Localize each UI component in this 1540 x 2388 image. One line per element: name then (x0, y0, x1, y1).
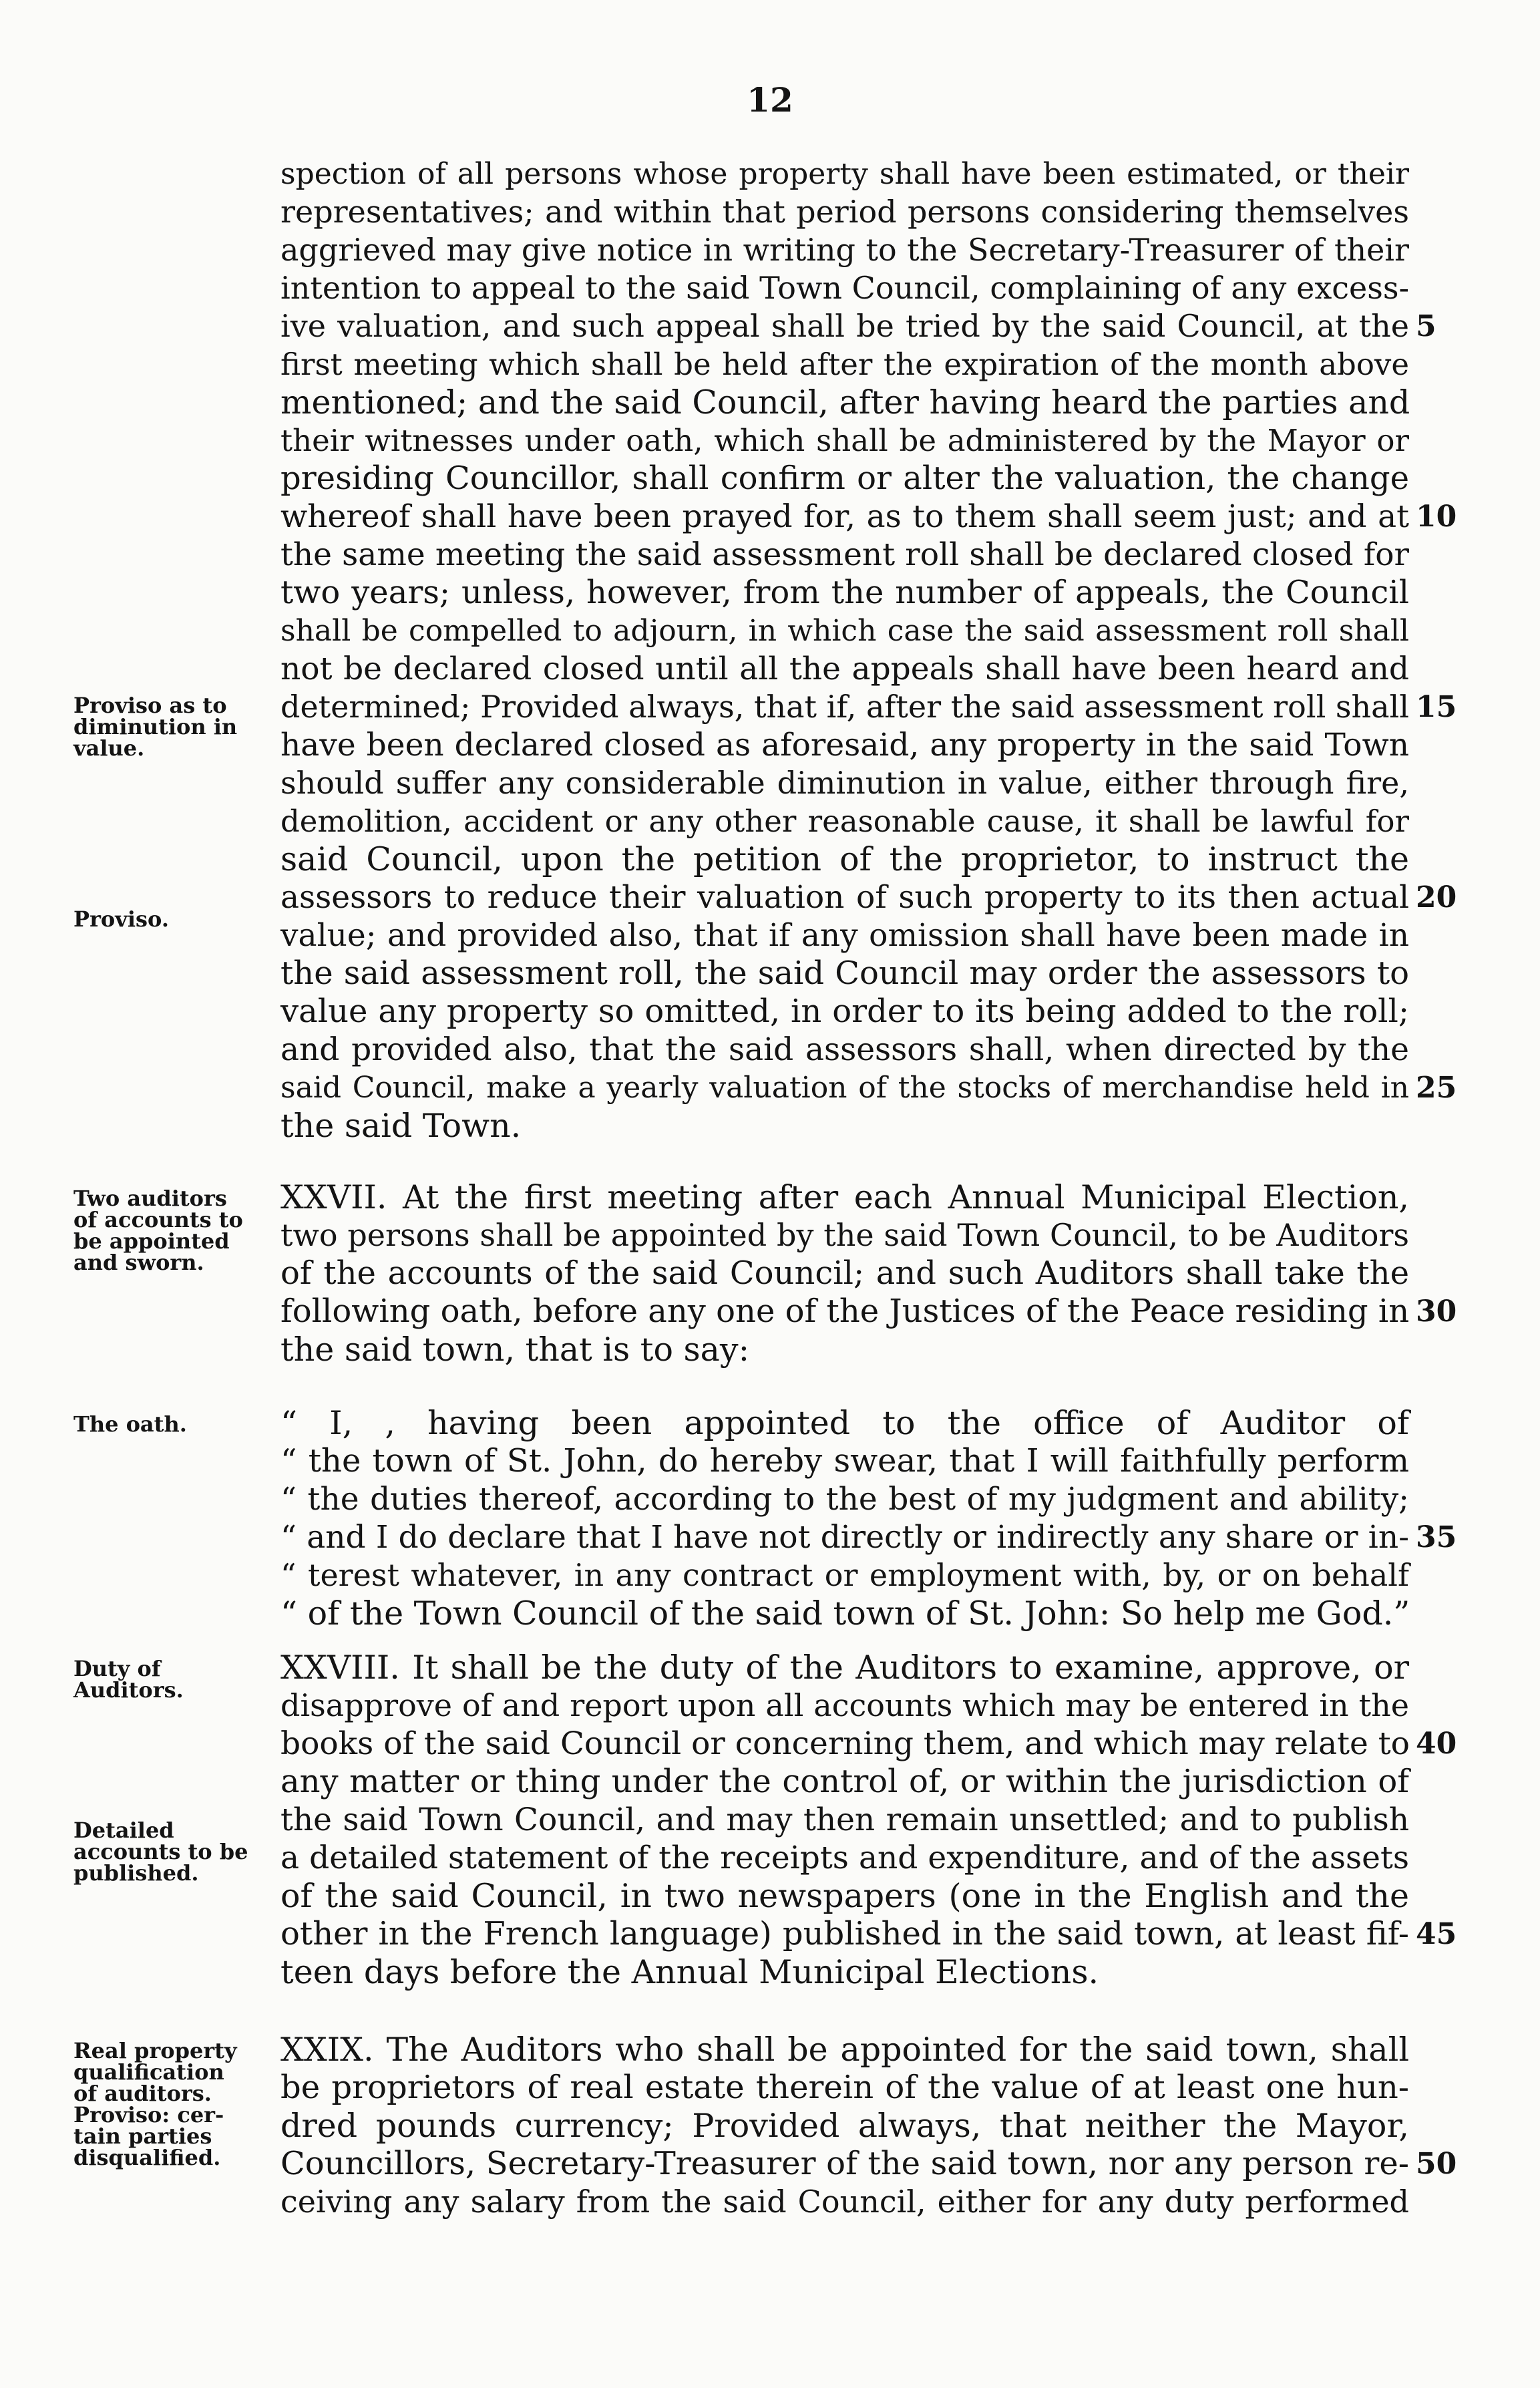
line-number: 5 (1416, 309, 1436, 343)
text-line: first meeting which shall be held after the expiration of the month above (280, 347, 1409, 382)
margin-note-line: disqualified. (73, 2145, 221, 2170)
text-line: determined; Provided always, that if, after the said assessment roll shall (280, 689, 1409, 725)
text-line: “ of the Town Council of the said town of St. John: So help me God.” (280, 1594, 1410, 1633)
text-line: “ and I do declare that I have not directly or indirectly any share or in- (280, 1519, 1409, 1556)
text-line: be proprietors of real estate therein of the value of at least one hun- (280, 2069, 1409, 2106)
text-line: aggrieved may give notice in writing to the Secretary-Treasurer of their (280, 232, 1409, 268)
text-line: XXVIII. It shall be the duty of the Auditors to examine, approve, or (280, 1649, 1409, 1687)
text-line: demolition, accident or any other reasonable cause, it shall be lawful for (280, 804, 1409, 839)
text-line: whereof shall have been prayed for, as to them shall seem just; and at (280, 498, 1409, 535)
margin-note-proviso (73, 908, 274, 930)
margin-note-detailed-accounts (73, 1820, 274, 1884)
text-line: XXIX. The Auditors who shall be appointed for the said town, shall (280, 2031, 1409, 2069)
margin-note-line: diminution in (73, 714, 238, 739)
text-line: intention to appeal to the said Town Council, complaining of any excess- (280, 270, 1409, 306)
paragraph-body (280, 1404, 1409, 1633)
line-number: 20 (1416, 880, 1457, 914)
text-line: books of the said Council or concerning them, and which may relate to (280, 1725, 1410, 1762)
margin-note-line: value. (73, 735, 145, 761)
margin-note-line: be appointed (73, 1228, 230, 1254)
text-line: value; and provided also, that if any omission shall have been made in (280, 917, 1409, 954)
paragraph-body (280, 1649, 1409, 1991)
margin-note-real-property (73, 2040, 274, 2168)
text-line: ceiving any salary from the said Council, either for any duty performed (280, 2184, 1409, 2220)
line-number: 35 (1416, 1520, 1457, 1554)
margin-note-line: The oath. (73, 1411, 187, 1437)
margin-note-line: Real property (73, 2038, 237, 2063)
text-line: teen days before the Annual Municipal Elections. (280, 1953, 1099, 1991)
text-line: a detailed statement of the receipts and expenditure, and of the assets (280, 1840, 1409, 1876)
text-line: other in the French language) published in the said town, at least fif- (280, 1915, 1409, 1952)
text-line: the said town, that is to say: (280, 1331, 750, 1369)
text-line: not be declared closed until all the appeals shall have been heard and (280, 651, 1409, 687)
margin-note-duty-of-auditors (73, 1658, 274, 1701)
margin-note-line: Detailed (73, 1818, 174, 1843)
margin-note-line: qualification (73, 2059, 224, 2085)
text-line: “ terest whatever, in any contract or employment with, by, or on behalf (280, 1557, 1409, 1593)
text-line: their witnesses under oath, which shall be administered by the Mayor or (280, 423, 1409, 458)
text-line: shall be compelled to adjourn, in which case the said assessment roll shall (280, 614, 1409, 648)
text-line: disapprove of and report upon all accounts which may be entered in the (280, 1687, 1409, 1723)
text-line: following oath, before any one of the Justices of the Peace residing in (280, 1293, 1410, 1330)
margin-note-line: Auditors. (73, 1677, 184, 1703)
line-number: 45 (1416, 1917, 1457, 1951)
line-number: 25 (1416, 1071, 1457, 1105)
line-number: 40 (1416, 1727, 1457, 1761)
text-line: the said assessment roll, the said Council may order the assessors to (280, 955, 1409, 992)
text-line: the said Town. (280, 1107, 522, 1145)
text-line: mentioned; and the said Council, after having heard the parties and (280, 383, 1410, 421)
margin-note-line: accounts to be (73, 1839, 248, 1864)
text-line: and provided also, that the said assessors shall, when directed by the (280, 1031, 1409, 1068)
text-line: said Council, make a yearly valuation of the stocks of merchandise held in (280, 1071, 1409, 1105)
text-line: said Council, upon the petition of the proprietor, to instruct the (280, 840, 1409, 878)
text-line: two persons shall be appointed by the said Town Council, to be Auditors (280, 1217, 1409, 1253)
text-line: should suffer any considerable diminution in value, either through fire, (280, 765, 1409, 801)
margin-note-line: Proviso: cer- (73, 2102, 224, 2127)
line-number: 50 (1416, 2147, 1457, 2181)
text-line: presiding Councillor, shall confirm or alter the valuation, the change (280, 460, 1409, 497)
margin-note-line: Proviso. (73, 906, 169, 932)
text-line: “ I, , having been appointed to the office of Auditor of (280, 1404, 1409, 1442)
text-line: XXVII. At the first meeting after each Annual Municipal Election, (280, 1178, 1409, 1216)
margin-note-line: tain parties (73, 2123, 212, 2149)
text-line: of the accounts of the said Council; and such Auditors shall take the (280, 1254, 1409, 1292)
text-line: the same meeting the said assessment roll shall be declared closed for (280, 536, 1409, 573)
text-line: of the said Council, in two newspapers (one in the English and the (280, 1877, 1409, 1915)
text-line: dred pounds currency; Provided always, that neither the Mayor, (280, 2107, 1409, 2145)
paragraph-body (280, 155, 1409, 1145)
text-line: “ the town of St. John, do hereby swear, that I will faithfully perform (280, 1442, 1409, 1480)
text-line: representatives; and within that period persons considering themselves (280, 194, 1409, 230)
text-line: assessors to reduce their valuation of such property to its then actual (280, 879, 1409, 916)
margin-note-line: of auditors. (73, 2081, 212, 2106)
margin-note-auditors-appointed (73, 1188, 274, 1273)
text-line: have been declared closed as aforesaid, any property in the said Town (280, 727, 1409, 763)
paragraph-body (280, 2031, 1409, 2221)
margin-note-line: Duty of (73, 1656, 161, 1681)
text-line: Councillors, Secretary-Treasurer of the said town, nor any person re- (280, 2145, 1409, 2182)
margin-note-proviso-diminution (73, 695, 274, 759)
text-line: spection of all persons whose property shall have been estimated, or their (280, 157, 1409, 191)
text-line: ive valuation, and such appeal shall be tried by the said Council, at the (280, 308, 1409, 344)
margin-note-line: Proviso as to (73, 693, 227, 718)
margin-note-line: published. (73, 1860, 199, 1886)
text-line: value any property so omitted, in order to its being added to the roll; (280, 993, 1409, 1030)
margin-note-oath (73, 1413, 274, 1435)
text-line: two years; unless, however, from the number of appeals, the Council (280, 574, 1409, 611)
text-line: any matter or thing under the control of, or within the jurisdiction of (280, 1763, 1409, 1800)
line-number: 15 (1416, 690, 1457, 724)
margin-note-line: of accounts to (73, 1207, 243, 1232)
paragraph-body (280, 1178, 1409, 1369)
margin-note-line: Two auditors (73, 1186, 227, 1211)
page-number: 12 (747, 80, 793, 120)
line-number: 30 (1416, 1295, 1457, 1329)
margin-note-line: and sworn. (73, 1250, 204, 1275)
text-line: “ the duties thereof, according to the best of my judgment and ability; (280, 1481, 1409, 1518)
line-number: 10 (1416, 500, 1457, 534)
text-line: the said Town Council, and may then remain unsettled; and to publish (280, 1802, 1409, 1838)
